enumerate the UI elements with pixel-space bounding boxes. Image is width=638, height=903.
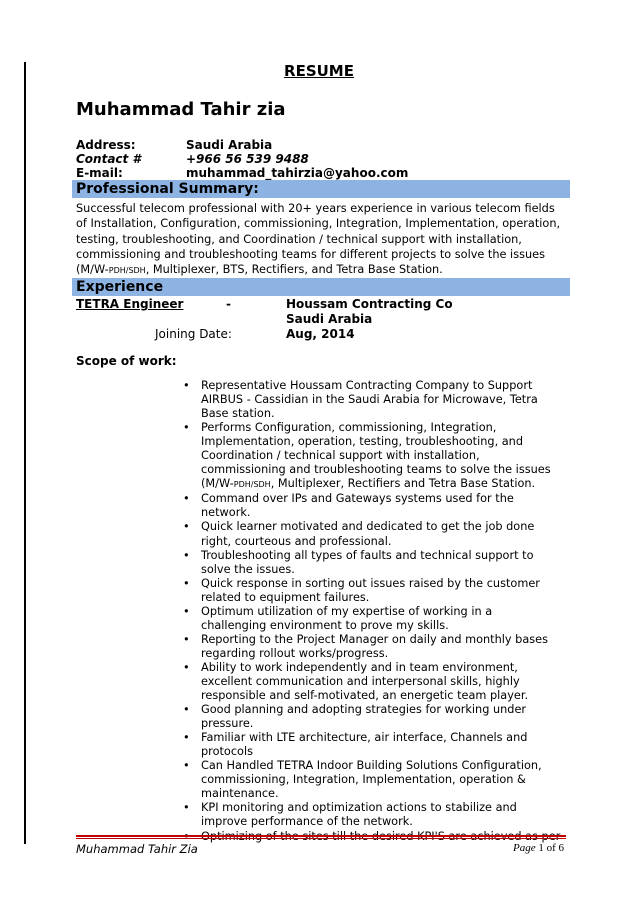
experience-heading: Experience: [72, 278, 570, 296]
list-item: • Troubleshooting all types of faults and technical support to solve the issues.: [183, 549, 561, 577]
summary-text-2: , Multiplexer, BTS, Rectifiers, and Tetra Base Station.: [145, 263, 443, 277]
list-item: [183, 421, 561, 492]
job-dash: -: [226, 297, 231, 311]
email-label: E-mail:: [76, 166, 123, 180]
candidate-name: Muhammad Tahir zia: [76, 99, 286, 120]
scope-heading: Scope of work:: [76, 354, 177, 368]
footer-rule: [76, 835, 566, 837]
summary-small: PDH/SDH: [108, 266, 146, 276]
list-item: • KPI monitoring and optimization actions to stabilize and improve performance of the network.: [183, 801, 561, 829]
footer-rule-thin: [76, 838, 566, 839]
company-location: Saudi Arabia: [286, 312, 373, 326]
list-item: • Good planning and adopting strategies for working under pressure.: [183, 703, 561, 731]
job-title: TETRA Engineer: [76, 297, 184, 311]
list-item: • Can Handled TETRA Indoor Building Solutions Configuration, commissioning, Integration, Implementation, operation & maintenance.: [183, 759, 561, 801]
page-total: 6: [558, 842, 564, 854]
list-item-text: Performs Configuration, commissioning, Integration, Implementation, operation, testing, troubleshooting, and Coordination / technical support with installation, commissioning and troubleshooting teams to solve the issues (M/W-: [201, 421, 551, 491]
summary-heading: Professional Summary:: [72, 180, 570, 198]
page-current: 1: [538, 842, 544, 854]
summary-paragraph: [76, 201, 566, 278]
phone-row: [76, 152, 309, 166]
address-label: Address:: [76, 138, 136, 152]
left-margin-rule: [24, 62, 26, 844]
list-item: • Representative Houssam Contracting Company to Support AIRBUS - Cassidian in the Saudi Arabia for Microwave, Tetra Base station.: [183, 379, 561, 421]
list-item-small: PDH/SDH: [233, 480, 271, 490]
joining-date: Aug, 2014: [286, 327, 355, 341]
email-value: muhammad_tahirzia@yahoo.com: [186, 166, 409, 180]
list-item: • Ability to work independently and in team environment, excellent communication and interpersonal skills, highly responsible and self-motivated, an energetic team player.: [183, 661, 561, 703]
list-item-tail: , Multiplexer, Rectifiers and Tetra Base Station.: [270, 477, 536, 491]
list-item: • Familiar with LTE architecture, air interface, Channels and protocols: [183, 731, 561, 759]
email-row: [76, 166, 408, 180]
list-item: • Optimum utilization of my expertise of working in a challenging environment to prove my skills.: [183, 605, 561, 633]
summary-text-1: Successful telecom professional with 20+ years experience in various telecom fields of Installation, Configuration, commissioning, Integration, Implementation, operation, testing, troubleshooting, and Coordination / technical support with installation, commissioning and troubleshooting teams for different projects to solve the issues (M/W-: [76, 202, 561, 277]
phone-value: +966 56 539 9488: [186, 152, 309, 166]
document-title: RESUME: [284, 62, 354, 80]
phone-label: Contact #: [76, 152, 141, 166]
company-name: Houssam Contracting Co: [286, 297, 453, 311]
of-word: of: [546, 842, 556, 854]
list-item: • Quick response in sorting out issues raised by the customer related to equipment failures.: [183, 577, 561, 605]
address-value: Saudi Arabia: [186, 138, 273, 152]
page-number: [513, 842, 564, 854]
page-word: Page: [512, 842, 536, 854]
list-item: • Quick learner motivated and dedicated to get the job done right, courteous and professional.: [183, 520, 561, 548]
footer-name: Muhammad Tahir Zia: [76, 842, 198, 856]
list-item: • Command over IPs and Gateways systems used for the network.: [183, 492, 561, 520]
address-row: [76, 138, 272, 152]
joining-date-label: Joining Date:: [155, 327, 232, 341]
scope-list: [183, 379, 561, 844]
list-item: • Reporting to the Project Manager on daily and monthly bases regarding rollout works/progress.: [183, 633, 561, 661]
